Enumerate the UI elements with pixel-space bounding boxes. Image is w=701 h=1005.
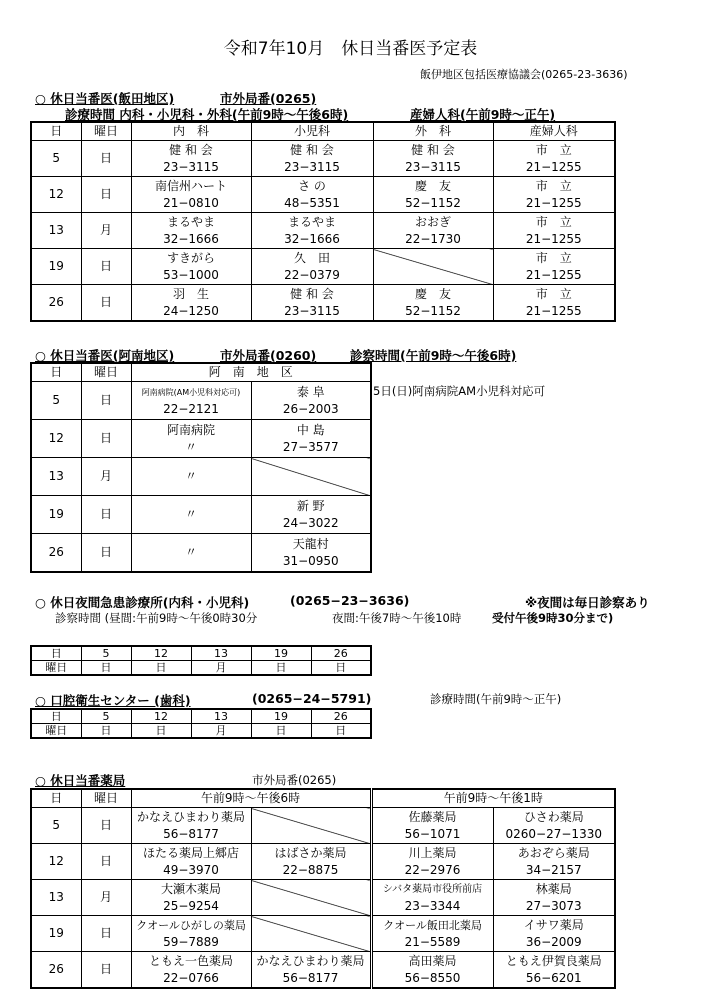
provider-name: まるやま (287, 214, 336, 229)
weekday-cell: 日 (81, 916, 131, 952)
provider-name: はばさか薬局 (274, 845, 347, 860)
provider-cell (131, 844, 251, 880)
provider-cell (371, 880, 493, 916)
provider-cell (131, 880, 251, 916)
provider-phone: 0260−27−1330 (505, 826, 602, 841)
weekday-row (31, 661, 371, 676)
provider-phone: 31−0950 (282, 553, 339, 568)
provider-name: 天龍村 (292, 536, 329, 551)
day-row-cell: 13 (191, 646, 251, 661)
weekday-row-cell: 月 (191, 661, 251, 676)
provider-cell (493, 880, 615, 916)
provider-phone: 23−3115 (284, 303, 340, 318)
provider-name: 阿南病院 (166, 422, 215, 437)
provider-cell (373, 285, 493, 322)
day-cell: 13 (31, 458, 81, 496)
provider-cell (493, 141, 615, 177)
day-cell: 26 (31, 285, 81, 322)
empty-slash-cell (251, 458, 371, 496)
iida-obgyn-hours: 産婦人科(午前9時〜正午) (410, 107, 556, 122)
table-row (31, 952, 615, 989)
anan-hours: 診察時間(午前9時〜午後6時) (350, 348, 517, 363)
provider-name: 南信州ハート (154, 178, 227, 193)
provider-name: 慶 友 (414, 178, 451, 193)
day-row (31, 709, 371, 724)
organization: 飯伊地区包括医療協議会(0265-23-3636) (420, 68, 628, 81)
day-cell: 19 (31, 496, 81, 534)
provider-name: 〃 (184, 469, 197, 483)
provider-cell (131, 534, 251, 573)
provider-cell (251, 534, 371, 573)
weekday-cell: 日 (81, 808, 131, 844)
provider-phone: 56−1071 (404, 826, 461, 841)
provider-name: 市 立 (535, 178, 572, 193)
provider-cell (251, 382, 371, 420)
day-cell: 13 (31, 880, 81, 916)
dental-phone: (0265−24−5791) (252, 691, 372, 706)
anan-table (30, 362, 372, 573)
table-row (31, 420, 371, 458)
provider-name: ともえ伊賀良薬局 (505, 953, 602, 968)
provider-phone: 21−1255 (525, 267, 582, 282)
provider-phone: 22−0766 (163, 970, 219, 985)
weekday-cell: 日 (81, 285, 131, 322)
provider-phone: 53−1000 (163, 267, 219, 282)
iida-area-code: 市外局番(0265) (220, 91, 317, 106)
pharmacy-heading: ○ 休日当番薬局 (35, 773, 126, 788)
provider-name: 新 野 (296, 498, 325, 513)
provider-phone: 56−6201 (525, 970, 582, 985)
provider-name: さ の (298, 178, 326, 193)
day-cell: 12 (31, 844, 81, 880)
provider-name: 高田薬局 (408, 953, 457, 968)
provider-phone: 21−1255 (525, 231, 582, 246)
table-row (31, 249, 615, 285)
empty-slash-cell (251, 916, 371, 952)
table-row (31, 880, 615, 916)
weekday-row (31, 724, 371, 739)
provider-name: 大瀬木薬局 (160, 881, 221, 896)
provider-name: 中 島 (296, 422, 325, 437)
provider-cell (131, 213, 251, 249)
provider-cell (373, 177, 493, 213)
provider-cell (131, 952, 251, 989)
provider-phone: 23−3115 (284, 159, 340, 174)
weekday-cell: 日 (81, 382, 131, 420)
day-cell: 19 (31, 249, 81, 285)
provider-phone: 25−9254 (163, 898, 219, 913)
provider-name: おおぎ (414, 214, 451, 229)
provider-name: 健 和 会 (169, 142, 213, 157)
provider-phone: 22−2976 (404, 862, 461, 877)
day-cell: 12 (31, 177, 81, 213)
provider-phone: 21−1255 (525, 303, 582, 318)
empty-slash-cell (251, 880, 371, 916)
provider-cell (131, 382, 251, 420)
column-header: 日 (31, 363, 81, 382)
day-cell: 12 (31, 420, 81, 458)
weekday-cell: 日 (81, 141, 131, 177)
provider-cell (131, 496, 251, 534)
weekday-cell: 月 (81, 458, 131, 496)
provider-cell (131, 285, 251, 322)
table-row (31, 285, 615, 322)
provider-name: 佐藤薬局 (408, 809, 457, 824)
provider-cell (493, 285, 615, 322)
iida-heading: ○ 休日当番医(飯田地区) (35, 91, 175, 106)
provider-name: すきがら (166, 250, 215, 265)
night-table (30, 645, 372, 676)
provider-phone: 27−3577 (282, 439, 339, 454)
provider-cell (131, 141, 251, 177)
provider-name: ひさわ薬局 (523, 809, 584, 824)
provider-cell (493, 952, 615, 989)
weekday-cell: 月 (81, 880, 131, 916)
day-row-cell: 12 (131, 646, 191, 661)
provider-name: かなえひまわり薬局 (136, 809, 245, 824)
provider-phone: 32−1666 (284, 231, 340, 246)
provider-phone: 23−3115 (405, 159, 461, 174)
weekday-cell: 日 (81, 496, 131, 534)
day-cell: 13 (31, 213, 81, 249)
provider-phone: 21−1255 (525, 195, 582, 210)
table-row (31, 916, 615, 952)
provider-phone: 49−3970 (163, 862, 219, 877)
day-cell: 5 (31, 382, 81, 420)
provider-phone: 21−5589 (404, 934, 461, 949)
provider-name: 市 立 (535, 286, 572, 301)
header-row (31, 363, 371, 382)
provider-cell (371, 844, 493, 880)
day-cell: 19 (31, 916, 81, 952)
provider-name: 市 立 (535, 250, 572, 265)
provider-phone: 24−3022 (282, 515, 339, 530)
table-row (31, 496, 371, 534)
weekday-row-cell: 日 (311, 661, 371, 676)
table-row (31, 808, 615, 844)
day-cell: 26 (31, 534, 81, 573)
weekday-cell: 日 (81, 249, 131, 285)
column-header: 曜日 (81, 363, 131, 382)
provider-cell (493, 916, 615, 952)
provider-phone: 22−8875 (282, 862, 339, 877)
provider-name: クオール飯田北薬局 (383, 918, 482, 932)
provider-cell (251, 177, 373, 213)
provider-phone: 52−1152 (405, 195, 461, 210)
provider-cell (131, 808, 251, 844)
weekday-cell: 日 (81, 420, 131, 458)
provider-phone: 23−3344 (404, 898, 461, 913)
weekday-row-cell: 日 (81, 661, 131, 676)
provider-name: 健 和 会 (411, 142, 455, 157)
day-cell: 5 (31, 141, 81, 177)
night-night-hours: 夜間:午後7時〜午後10時 (332, 611, 462, 625)
provider-name: まるやま (166, 214, 215, 229)
provider-cell (371, 916, 493, 952)
provider-name: 阿南病院(AM小児科対応可) (141, 387, 241, 397)
provider-name: かなえひまわり薬局 (256, 953, 365, 968)
provider-cell (131, 249, 251, 285)
provider-name: 林薬局 (535, 881, 572, 896)
weekday-row-cell: 日 (251, 724, 311, 739)
provider-phone: 56−8177 (163, 826, 219, 841)
provider-name: 〃 (184, 507, 197, 521)
table-row (31, 534, 371, 573)
anan-heading: ○ 休日当番医(阿南地区) (35, 348, 175, 363)
day-row-cell: 19 (251, 709, 311, 724)
provider-phone: 32−1666 (163, 231, 219, 246)
column-header: 産婦人科 (493, 122, 615, 141)
provider-cell (251, 420, 371, 458)
provider-phone: 52−1152 (405, 303, 461, 318)
weekday-row-cell: 曜日 (31, 724, 81, 739)
provider-cell (373, 213, 493, 249)
column-header: 内 科 (131, 122, 251, 141)
provider-cell (493, 177, 615, 213)
column-header: 曜日 (81, 122, 131, 141)
weekday-row-cell: 日 (81, 724, 131, 739)
provider-cell (493, 844, 615, 880)
day-row-cell: 26 (311, 709, 371, 724)
day-cell: 26 (31, 952, 81, 989)
weekday-row-cell: 日 (311, 724, 371, 739)
provider-name: 川上薬局 (408, 845, 457, 860)
provider-phone: 23−3115 (163, 159, 219, 174)
provider-name: あおぞら薬局 (517, 845, 590, 860)
dental-hours: 診療時間(午前9時〜正午) (430, 692, 562, 706)
provider-phone: 21−1255 (525, 159, 582, 174)
night-day-hours: 診察時間 (昼間:午前9時〜午後0時30分 (55, 611, 258, 625)
provider-name: 市 立 (535, 142, 572, 157)
day-row-cell: 13 (191, 709, 251, 724)
provider-cell (131, 420, 251, 458)
anan-area-code: 市外局番(0260) (220, 348, 317, 363)
day-row-cell: 12 (131, 709, 191, 724)
provider-cell (131, 177, 251, 213)
column-header: 午前9時〜午後1時 (371, 789, 615, 808)
table-row (31, 177, 615, 213)
day-row-cell: 5 (81, 646, 131, 661)
weekday-row-cell: 曜日 (31, 661, 81, 676)
provider-cell (131, 458, 251, 496)
column-header: 外 科 (373, 122, 493, 141)
column-header: 曜日 (81, 789, 131, 808)
table-row (31, 844, 615, 880)
night-heading: ○ 休日夜間急患診療所(内科・小児科) (35, 595, 250, 610)
provider-name: イサワ薬局 (523, 917, 584, 932)
provider-phone: 56−8550 (404, 970, 461, 985)
dental-table (30, 708, 372, 739)
provider-name: 市 立 (535, 214, 572, 229)
provider-name: 〃 (184, 545, 197, 559)
provider-phone: 24−1250 (163, 303, 219, 318)
provider-cell (251, 141, 373, 177)
provider-phone: 26−2003 (282, 401, 339, 416)
column-header: 日 (31, 122, 81, 141)
table-row (31, 141, 615, 177)
provider-phone: 〃 (184, 439, 197, 454)
header-row (31, 789, 615, 808)
document-title: 令和7年10月 休日当番医予定表 (223, 39, 478, 59)
night-reception: 受付午後9時30分まで) (492, 611, 614, 625)
day-row-cell: 日 (31, 709, 81, 724)
provider-name: 慶 友 (414, 286, 451, 301)
provider-name: 羽 生 (172, 286, 209, 301)
provider-phone: 34−2157 (525, 862, 582, 877)
dental-heading: ○ 口腔衛生センター (歯科) (35, 693, 191, 708)
provider-cell (251, 213, 373, 249)
provider-cell (371, 808, 493, 844)
night-phone: (0265−23−3636) (290, 593, 410, 608)
day-row (31, 646, 371, 661)
weekday-cell: 月 (81, 213, 131, 249)
provider-cell (251, 844, 371, 880)
provider-name: ほたる薬局上郷店 (142, 845, 239, 860)
provider-cell (251, 285, 373, 322)
header-row (31, 122, 615, 141)
weekday-row-cell: 日 (251, 661, 311, 676)
day-row-cell: 5 (81, 709, 131, 724)
provider-name: 泰 阜 (296, 384, 325, 399)
provider-cell (493, 213, 615, 249)
empty-slash-cell (373, 249, 493, 285)
weekday-row-cell: 月 (191, 724, 251, 739)
provider-cell (493, 249, 615, 285)
provider-cell (493, 808, 615, 844)
weekday-cell: 日 (81, 952, 131, 989)
table-row (31, 458, 371, 496)
empty-slash-cell (251, 808, 371, 844)
provider-phone: 27−3073 (525, 898, 582, 913)
table-row (31, 382, 371, 420)
provider-cell (373, 141, 493, 177)
provider-phone: 36−2009 (525, 934, 582, 949)
day-row-cell: 26 (311, 646, 371, 661)
day-cell: 5 (31, 808, 81, 844)
weekday-row-cell: 日 (131, 661, 191, 676)
provider-phone: 22−1730 (405, 231, 461, 246)
provider-cell (131, 916, 251, 952)
iida-table (30, 121, 616, 322)
provider-phone: 21−0810 (163, 195, 219, 210)
provider-name: シバタ薬局市役所前店 (382, 883, 483, 895)
column-header: 小児科 (251, 122, 373, 141)
provider-phone: 59−7889 (163, 934, 219, 949)
provider-name: クオールひがしの薬局 (136, 918, 246, 932)
day-row-cell: 日 (31, 646, 81, 661)
weekday-cell: 日 (81, 177, 131, 213)
weekday-cell: 日 (81, 534, 131, 573)
provider-cell (251, 249, 373, 285)
anan-note: 5日(日)阿南病院AM小児科対応可 (373, 384, 546, 398)
provider-phone: 48−5351 (284, 195, 340, 210)
provider-name: 久 田 (293, 250, 330, 265)
weekday-row-cell: 日 (131, 724, 191, 739)
column-header: 日 (31, 789, 81, 808)
provider-name: 健 和 会 (290, 142, 334, 157)
provider-phone: 22−2121 (163, 401, 219, 416)
provider-cell (251, 496, 371, 534)
table-row (31, 213, 615, 249)
night-note: ※夜間は毎日診察あり (525, 595, 650, 610)
provider-phone: 56−8177 (282, 970, 339, 985)
provider-cell (251, 952, 371, 989)
pharmacy-table (30, 788, 616, 989)
pharmacy-area-code: 市外局番(0265) (252, 773, 337, 787)
day-row-cell: 19 (251, 646, 311, 661)
column-header: 阿 南 地 区 (131, 363, 371, 382)
column-header: 午前9時〜午後6時 (131, 789, 371, 808)
provider-phone: 22−0379 (284, 267, 340, 282)
provider-cell (371, 952, 493, 989)
provider-name: ともえ一色薬局 (148, 953, 233, 968)
iida-hours: 診療時間 内科・小児科・外科(午前9時〜午後6時) (65, 107, 349, 122)
provider-name: 健 和 会 (290, 286, 334, 301)
weekday-cell: 日 (81, 844, 131, 880)
